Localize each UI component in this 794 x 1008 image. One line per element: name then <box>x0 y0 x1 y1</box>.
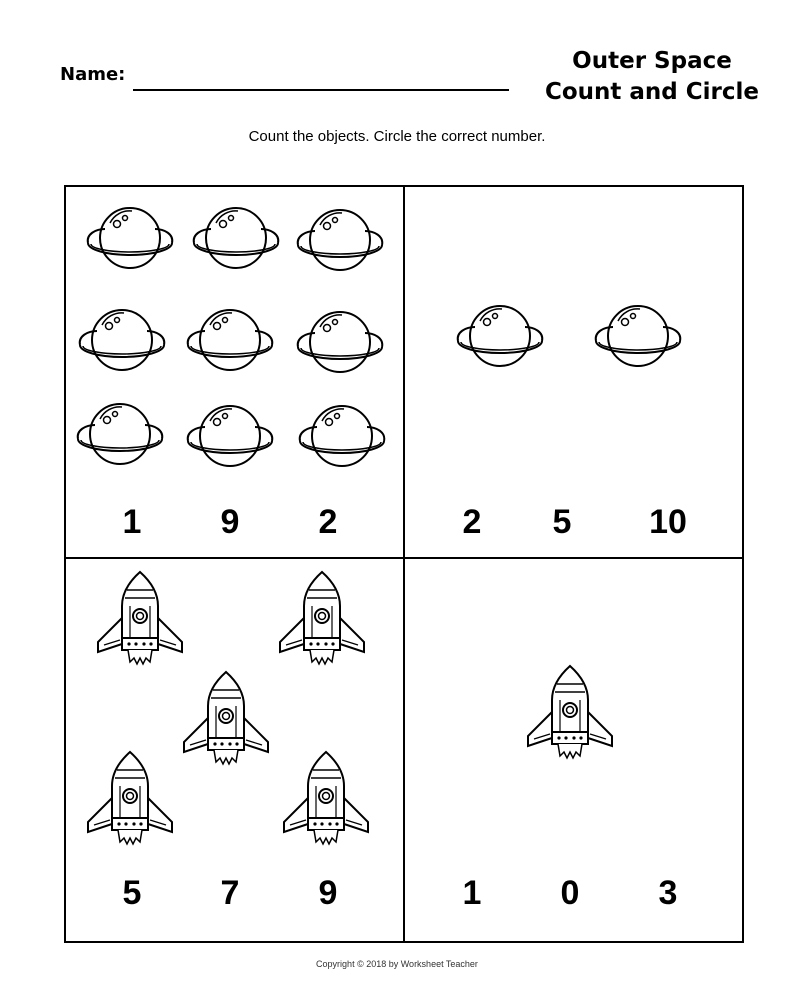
answer-choice[interactable]: 1 <box>462 874 482 912</box>
planet-icon <box>80 310 165 370</box>
answer-choice[interactable]: 7 <box>220 874 240 912</box>
planet-icon <box>194 208 279 268</box>
rocket-icon <box>184 672 268 764</box>
instructions: Count the objects. Circle the correct number. <box>248 128 546 145</box>
planet-icon <box>298 312 383 372</box>
rocket-icon <box>284 752 368 844</box>
rocket-icon <box>98 572 182 664</box>
answer-choice[interactable]: 9 <box>318 874 338 912</box>
answer-choice[interactable]: 0 <box>560 874 580 912</box>
answer-choice[interactable]: 2 <box>462 503 482 541</box>
planet-icon <box>298 210 383 270</box>
planet-icon <box>596 306 681 366</box>
answer-choice[interactable]: 3 <box>658 874 678 912</box>
answer-choice[interactable]: 5 <box>122 874 142 912</box>
rocket-icon <box>88 752 172 844</box>
planet-icon <box>188 310 273 370</box>
rocket-icon <box>528 666 612 758</box>
copyright-footer: Copyright © 2018 by Worksheet Teacher <box>316 959 478 969</box>
answer-choice[interactable]: 1 <box>122 503 142 541</box>
planet-icon <box>188 406 273 466</box>
answer-choice[interactable]: 9 <box>220 503 240 541</box>
planet-icon <box>88 208 173 268</box>
planet-icon <box>78 404 163 464</box>
planet-icon <box>458 306 543 366</box>
answer-choice[interactable]: 10 <box>649 503 687 541</box>
planet-icon <box>300 406 385 466</box>
name-label: Name: <box>60 64 126 85</box>
rocket-icon <box>280 572 364 664</box>
title-line-1: Outer Space <box>572 48 732 74</box>
answer-choice[interactable]: 2 <box>318 503 338 541</box>
answer-choice[interactable]: 5 <box>552 503 572 541</box>
title-line-2: Count and Circle <box>544 79 760 105</box>
